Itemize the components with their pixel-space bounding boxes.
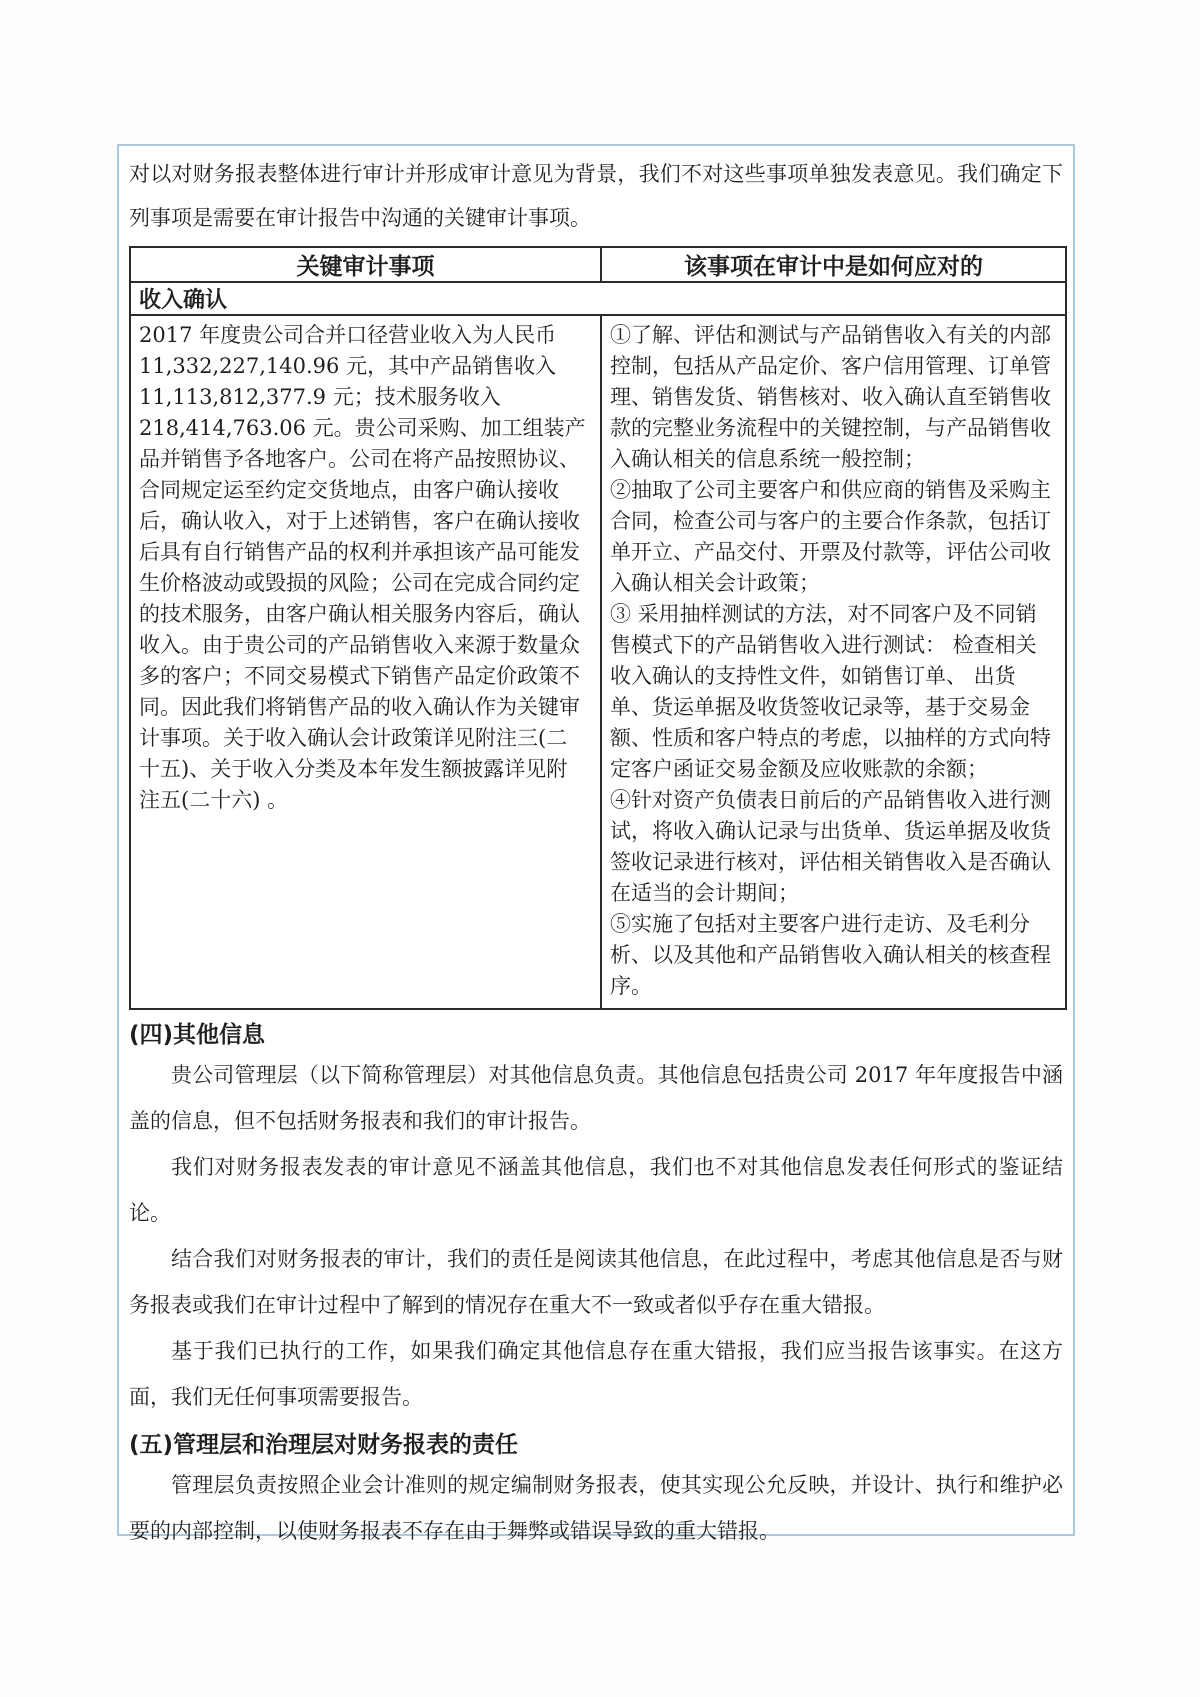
response-item-5: ⑤实施了包括对主要客户进行走访、及毛利分析、以及其他和产品销售收入确认相关的核查程序。 xyxy=(610,912,1051,998)
other-info-paragraph-3: 结合我们对财务报表的审计，我们的责任是阅读其他信息，在此过程中，考虑其他信息是否与财务报表或我们在审计过程中了解到的情况存在重大不一致或者似乎存在重大错报。 xyxy=(129,1247,1063,1317)
kam-response-cell xyxy=(601,315,1066,1009)
section-subheader-cell: 收入确认 xyxy=(130,282,1066,315)
header-cell-key-audit-matter: 关键审计事项 xyxy=(130,247,601,282)
section-subheader-row xyxy=(130,282,1066,315)
section-heading-management-responsibility: (五)管理层和治理层对财务报表的责任 xyxy=(129,1432,519,1458)
other-info-paragraph-4: 基于我们已执行的工作，如果我们确定其他信息存在重大错报，我们应当报告该事实。在这方面，我们无任何事项需要报告。 xyxy=(129,1339,1063,1409)
response-item-2: ②抽取了公司主要客户和供应商的销售及采购主合同，检查公司与客户的主要合作条款，包括订单开立、产品交付、开票及付款等，评估公司收入确认相关会计政策； xyxy=(610,478,1051,595)
table-content-row xyxy=(130,315,1066,1009)
intro-paragraph: 对以对财务报表整体进行审计并形成审计意见为背景，我们不对这些事项单独发表意见。我们确定下列事项是需要在审计报告中沟通的关键审计事项。 xyxy=(129,162,1063,230)
section-heading-other-information: (四)其他信息 xyxy=(129,1022,266,1048)
other-info-paragraph-1: 贵公司管理层（以下简称管理层）对其他信息负责。其他信息包括贵公司 2017 年年度报告中涵盖的信息，但不包括财务报表和我们的审计报告。 xyxy=(129,1063,1063,1133)
management-responsibility-paragraph: 管理层负责按照企业会计准则的规定编制财务报表，使其实现公允反映，并设计、执行和维护必要的内部控制，以使财务报表不存在由于舞弊或错误导致的重大错报。 xyxy=(129,1473,1063,1543)
response-item-3: ③ 采用抽样测试的方法，对不同客户及不同销售模式下的产品销售收入进行测试： 检查相关收入确认的支持性文件，如销售订单、 出货单、货运单据及收货签收记录等，基于交易金额、性质和客户特点的考虑，以抽样的方式向特定客户函证交易金额及应收账款的余额； xyxy=(610,602,1051,781)
response-item-4: ④针对资产负债表日前后的产品销售收入进行测试，将收入确认记录与出货单、货运单据及收货签收记录进行核对，评估相关销售收入是否确认在适当的会计期间； xyxy=(610,788,1051,905)
other-info-paragraph-2: 我们对财务报表发表的审计意见不涵盖其他信息，我们也不对其他信息发表任何形式的鉴证结论。 xyxy=(129,1155,1063,1225)
header-cell-audit-response: 该事项在审计中是如何应对的 xyxy=(601,247,1066,282)
response-item-1: ①了解、评估和测试与产品销售收入有关的内部控制，包括从产品定价、客户信用管理、订单管理、销售发货、销售核对、收入确认直至销售收款的完整业务流程中的关键控制，与产品销售收入确认相关的信息系统一般控制； xyxy=(610,323,1051,471)
page-content-frame xyxy=(117,144,1075,1543)
kam-description-cell: 2017 年度贵公司合并口径营业收入为人民币 11,332,227,140.96 元，其中产品销售收入 11,113,812,377.9 元；技术服务收入 218,414,763.06 元。贵公司采购、加工组装产品并销售予各地客户。公司在将产品按照协议、合同规定运至约定交货地点，由客户确认接收后，确认收入，对于上述销售，客户在确认接收后具有自行销售产品的权利并承担该产品可能发生价格波动或毁损的风险；公司在完成合同约定的技术服务，由客户确认相关服务内容后，确认收入。由于贵公司的产品销售收入来源于数量众多的客户；不同交易模式下销售产品定价政策不同。因此我们将销售产品的收入确认作为关键审计事项。关于收入确认会计政策详见附注三(二十五)、关于收入分类及本年发生额披露详见附注五(二十六) 。 xyxy=(130,315,601,1009)
table-header-row xyxy=(130,247,1066,282)
key-audit-matters-table xyxy=(129,246,1067,1010)
